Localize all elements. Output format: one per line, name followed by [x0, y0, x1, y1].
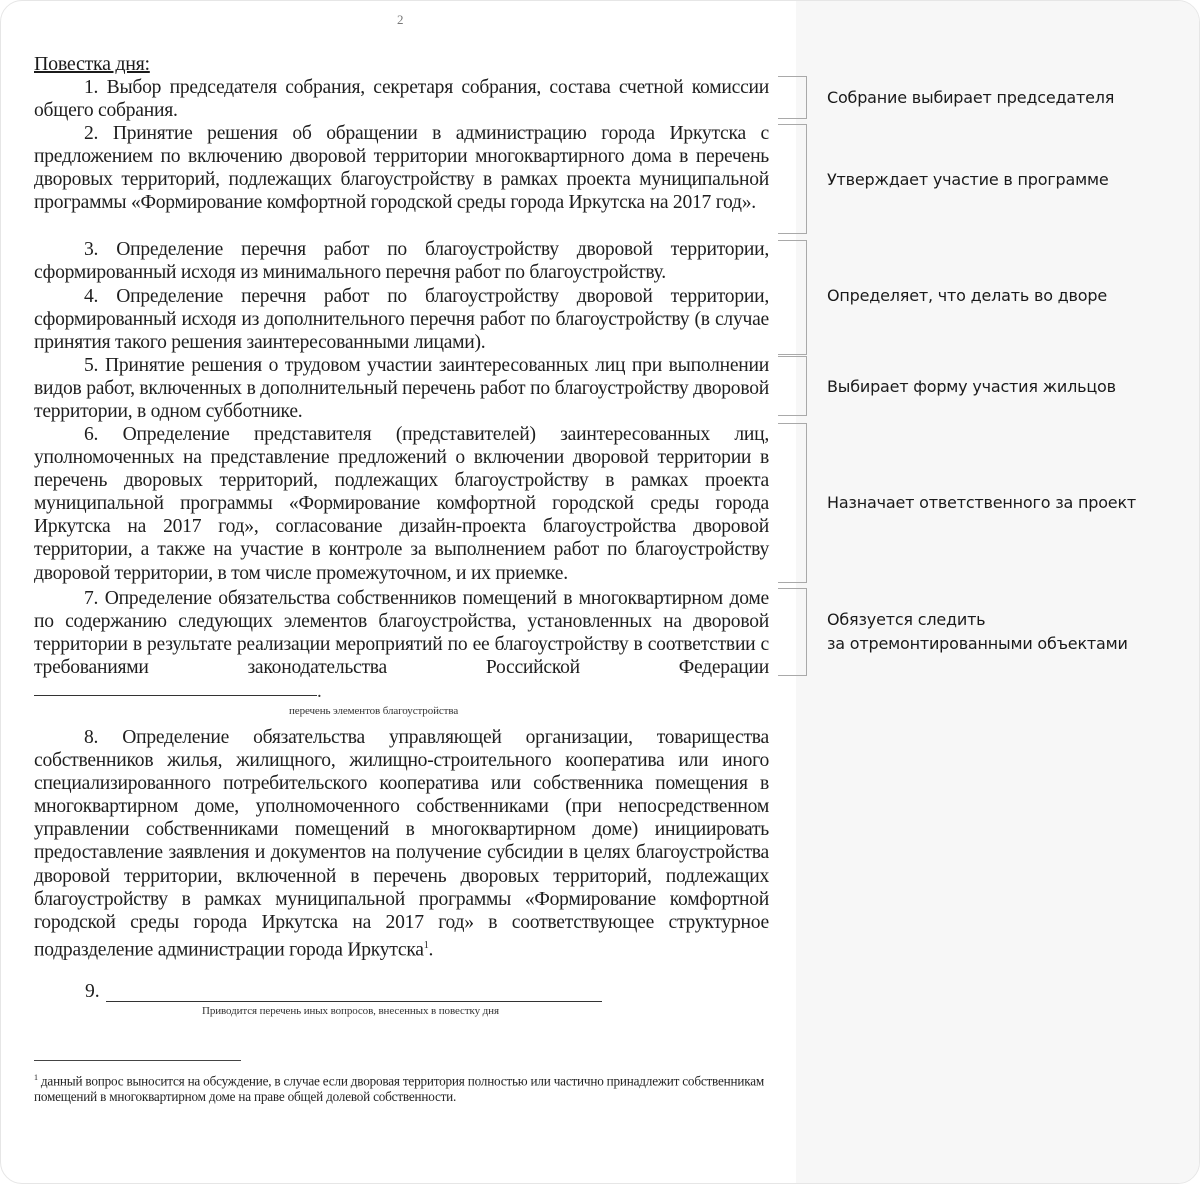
- footnote: [34, 1070, 774, 1105]
- bracket-item-7: [778, 588, 807, 676]
- footnote-text: данный вопрос выносится на обсуждение, в случае если дворовая территория полностью или частично принадлежит собственникам помещений в многоквартирном доме на праве общей долевой собственности.: [34, 1073, 765, 1105]
- elements-caption: перечень элементов благоустройства: [289, 705, 459, 717]
- item-text: Определение обязательства собственников помещений в многоквартирном доме по содержанию следующих элементов благоустройства, установленных на дворовой территории в результате реализации мероприятий по ее благоустройству в соответствии с требованиями законодательства Российской Федерации: [34, 588, 769, 679]
- annotation-program: Утверждает участие в программе: [827, 170, 1109, 189]
- elements-fill-line: [34, 695, 317, 696]
- footnote-rule: [34, 1060, 241, 1061]
- footnote-mark: 1: [34, 1073, 38, 1082]
- item-number: 5.: [84, 355, 99, 376]
- annotation-participation: Выбирает форму участия жильцов: [827, 377, 1116, 396]
- bracket-item-2: [778, 124, 807, 234]
- item-8-period: .: [428, 939, 434, 961]
- annotation-maintenance: [827, 608, 1187, 656]
- annotation-maintenance-line2: за отремонтированными объектами: [827, 634, 1128, 653]
- item-number: 7.: [84, 588, 99, 609]
- agenda-item-1: [34, 76, 769, 122]
- agenda-item-5: [34, 354, 769, 423]
- item-text: Определение перечня работ по благоустройству дворовой территории, сформированный исходя из минимального перечня работ по благоустройству.: [34, 239, 769, 284]
- annotation-responsible: Назначает ответственного за проект: [827, 493, 1137, 512]
- annotation-maintenance-line1: Обязуется следить: [827, 610, 986, 629]
- item-number: 9.: [85, 981, 100, 1002]
- other-questions-fill-line: [106, 1001, 602, 1002]
- agenda-item-6: [34, 423, 769, 585]
- item-number: 2.: [84, 123, 99, 144]
- agenda-item-2: [34, 122, 769, 214]
- agenda-item-3: [34, 238, 769, 284]
- agenda-item-9: [85, 981, 100, 1003]
- item-text: Принятие решения о трудовом участии заинтересованных лиц при выполнении видов работ, включенных в дополнительный перечень работ по благоустройству дворовой территории, в одном субботнике.: [34, 355, 770, 423]
- item-text: Определение перечня работ по благоустройству дворовой территории, сформированный исходя из дополнительного перечня работ по благоустройству (в случае принятия такого решения заинтересованными лицами).: [34, 286, 769, 354]
- item-text: Определение представителя (представителей) заинтересованных лиц, уполномоченных на представление предложений о включении дворовой территории в перечень дворовых территорий, подлежащих благоустройству в рамках проекта муниципальной программы «Формирование комфортной городской среды города Иркутска на 2017 год», согласование дизайн-проекта благоустройства дворовой территории, а также на участие в контроле за выполнением работ по благоустройству дворовой территории, в том числе промежуточном, и их приемке.: [34, 424, 770, 584]
- agenda-item-7: [34, 587, 769, 679]
- bracket-item-5: [778, 356, 807, 416]
- annotation-works: Определяет, что делать во дворе: [827, 286, 1107, 305]
- item-text: Определение обязательства управляющей организации, товарищества собственников жилья, жилищного, жилищно-строительного кооператива или иного специализированного потребительского кооператива или собственника помещения в многоквартирном доме, уполномоченного собственниками (при непосредственном управлении собственниками помещений в многоквартирном доме) инициировать предоставление заявления и документов на получение субсидии в целях благоустройства дворовой территории, включенной в перечень дворовых территорий, подлежащих благоустройству в рамках муниципальной программы «Формирование комфортной городской среды города Иркутска на 2017 год» в соответствующее структурное подразделение администрации города Иркутска: [34, 727, 769, 961]
- bracket-items-3-4: [778, 240, 807, 355]
- item-7-period: .: [317, 681, 322, 702]
- item-number: 4.: [84, 286, 99, 307]
- footnote-ref: 1: [423, 939, 429, 951]
- annotation-chairman: Собрание выбирает председателя: [827, 88, 1115, 107]
- item-number: 8.: [84, 727, 99, 748]
- page-number: 2: [397, 12, 404, 27]
- item-text: Выбор председателя собрания, секретаря собрания, состава счетной комиссии общего собрания.: [34, 77, 769, 122]
- item-text: Принятие решения об обращении в администрацию города Иркутска с предложением по включению дворовой территории многоквартирного дома в перечень дворовых территорий, подлежащих благоустройству в рамках проекта муниципальной программы «Формирование комфортной городской среды города Иркутска на 2017 год».: [34, 123, 769, 214]
- agenda-item-4: [34, 285, 769, 354]
- scanned-document: [1, 1, 796, 1184]
- item-number: 6.: [84, 424, 99, 445]
- bracket-item-1: [778, 76, 807, 119]
- other-questions-caption: Приводится перечень иных вопросов, внесенных в повестку дня: [202, 1005, 499, 1017]
- agenda-item-8: [34, 726, 769, 961]
- bracket-item-6: [778, 423, 807, 583]
- item-number: 1.: [84, 77, 99, 98]
- item-number: 3.: [84, 239, 99, 260]
- agenda-heading: Повестка дня:: [34, 53, 150, 75]
